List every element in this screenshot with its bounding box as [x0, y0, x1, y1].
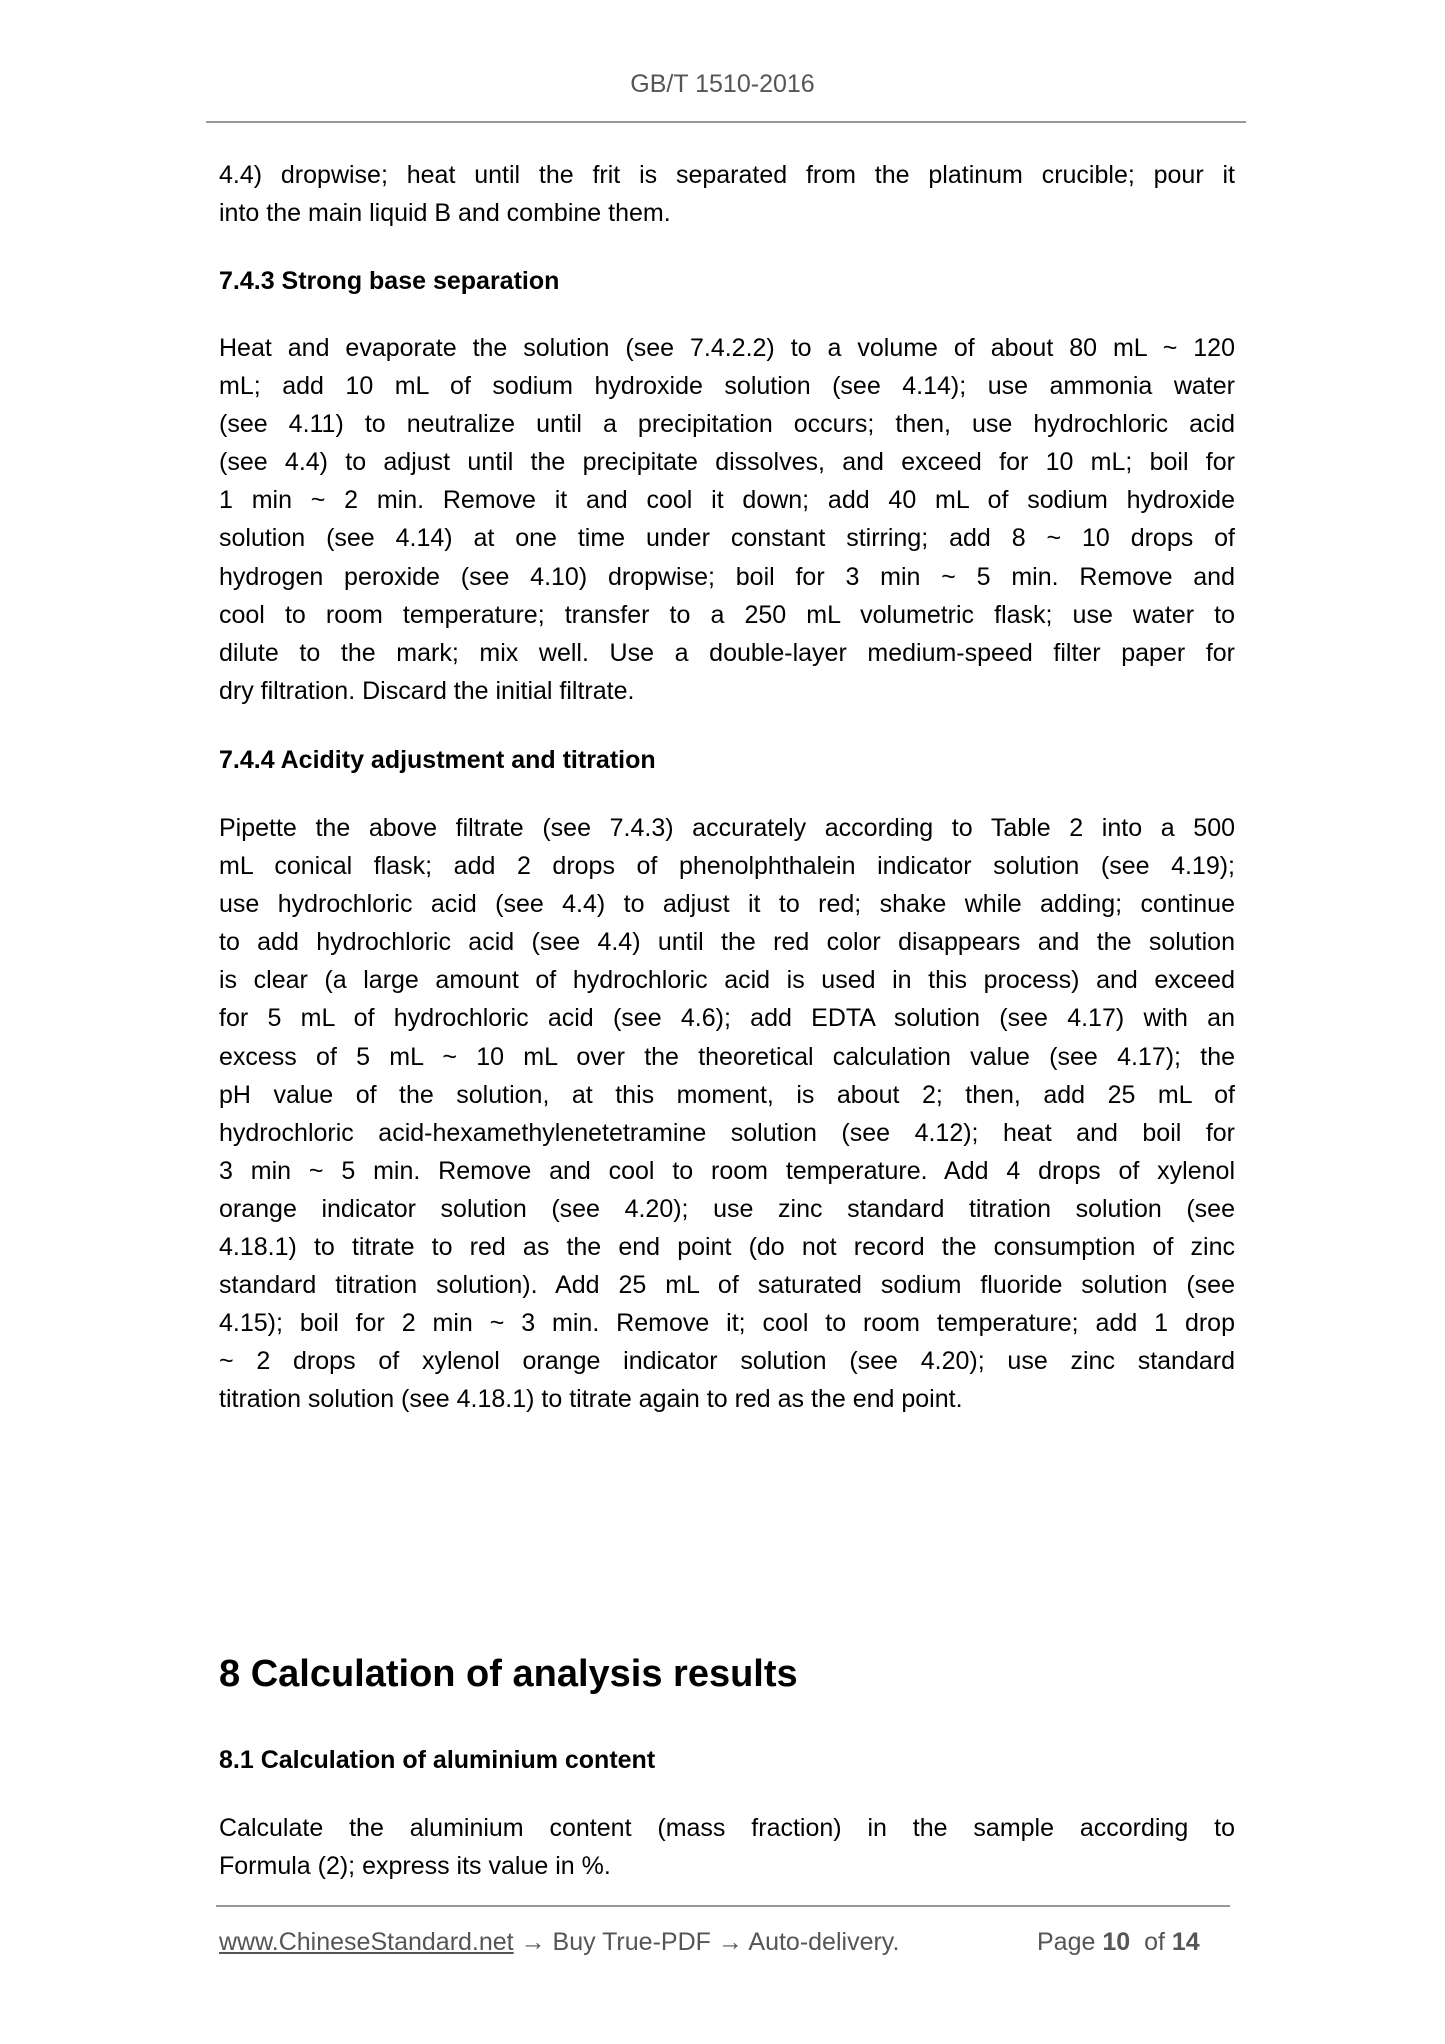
text-line: is clear (a large amount of hydrochloric acid is used in this process) and exceed — [219, 966, 1235, 995]
section-heading-7-4-4: 7.4.4 Acidity adjustment and titration — [219, 746, 656, 774]
page-indicator — [1037, 1927, 1200, 1957]
text-line: 3 min ~ 5 min. Remove and cool to room temperature. Add 4 drops of xylenol — [219, 1156, 1235, 1185]
text-line: mL conical flask; add 2 drops of phenolphthalein indicator solution (see 4.19); — [219, 852, 1235, 881]
text-line: (see 4.4) to adjust until the precipitate dissolves, and exceed for 10 mL; boil for — [219, 448, 1235, 477]
header-divider — [206, 121, 1246, 123]
text-line: pH value of the solution, at this moment, is about 2; then, add 25 mL of — [219, 1080, 1235, 1109]
text-line: 4.4) dropwise; heat until the frit is separated from the platinum crucible; pour it — [219, 161, 1235, 189]
text-line: hydrochloric acid-hexamethylenetetramine solution (see 4.12); heat and boil for — [219, 1118, 1235, 1147]
text-line: excess of 5 mL ~ 10 mL over the theoretical calculation value (see 4.17); the — [219, 1042, 1235, 1071]
footer-promo — [219, 1927, 899, 1957]
text-line: Formula (2); express its value in %. — [219, 1852, 611, 1881]
text-line: mL; add 10 mL of sodium hydroxide solution (see 4.14); use ammonia water — [219, 372, 1235, 401]
text-line: 1 min ~ 2 min. Remove it and cool it down; add 40 mL of sodium hydroxide — [219, 486, 1235, 515]
text-line: titration solution (see 4.18.1) to titrate again to red as the end point. — [219, 1385, 963, 1414]
of-label: of — [1144, 1928, 1165, 1956]
section-heading-8: 8 Calculation of analysis results — [219, 1653, 798, 1695]
text-line: cool to room temperature; transfer to a 250 mL volumetric flask; use water to — [219, 600, 1235, 629]
text-line: use hydrochloric acid (see 4.4) to adjust it to red; shake while adding; continue — [219, 890, 1235, 919]
text-line: 4.15); boil for 2 min ~ 3 min. Remove it; cool to room temperature; add 1 drop — [219, 1309, 1235, 1338]
text-line: Heat and evaporate the solution (see 7.4.2.2) to a volume of about 80 mL ~ 120 — [219, 334, 1235, 362]
paragraph-8-1 — [219, 1809, 1235, 1885]
text-line: Pipette the above filtrate (see 7.4.3) accurately according to Table 2 into a 500 — [219, 814, 1235, 842]
text-line: hydrogen peroxide (see 4.10) dropwise; boil for 3 min ~ 5 min. Remove and — [219, 562, 1235, 591]
text-line: dilute to the mark; mix well. Use a double-layer medium-speed filter paper for — [219, 638, 1235, 667]
footer-promo-text: → Buy True-PDF → Auto-delivery. — [513, 1928, 900, 1956]
text-line: 4.18.1) to titrate to red as the end point (do not record the consumption of zinc — [219, 1233, 1235, 1262]
text-line: dry filtration. Discard the initial filtrate. — [219, 676, 635, 705]
paragraph-7-4-4 — [219, 809, 1235, 1419]
document-header-title: GB/T 1510-2016 — [630, 70, 815, 98]
footer-divider — [216, 1905, 1230, 1907]
section-heading-8-1: 8.1 Calculation of aluminium content — [219, 1746, 656, 1774]
section-heading-7-4-3: 7.4.3 Strong base separation — [219, 267, 560, 295]
text-line: solution (see 4.14) at one time under constant stirring; add 8 ~ 10 drops of — [219, 524, 1235, 553]
website-link[interactable]: www.ChineseStandard.net — [219, 1928, 514, 1956]
text-line: into the main liquid B and combine them. — [219, 199, 671, 228]
text-line: orange indicator solution (see 4.20); use zinc standard titration solution (see — [219, 1194, 1235, 1223]
text-line: Calculate the aluminium content (mass fraction) in the sample according to — [219, 1814, 1235, 1842]
paragraph-continued — [219, 156, 1235, 232]
text-line: standard titration solution). Add 25 mL of saturated sodium fluoride solution (see — [219, 1271, 1235, 1300]
page-label: Page — [1037, 1928, 1096, 1956]
text-line: (see 4.11) to neutralize until a precipitation occurs; then, use hydrochloric acid — [219, 410, 1235, 439]
paragraph-7-4-3 — [219, 329, 1235, 710]
text-line: to add hydrochloric acid (see 4.4) until the red color disappears and the solution — [219, 928, 1235, 957]
text-line: ~ 2 drops of xylenol orange indicator solution (see 4.20); use zinc standard — [219, 1347, 1235, 1376]
page-current: 10 — [1102, 1928, 1131, 1956]
page-total: 14 — [1171, 1928, 1200, 1956]
text-line: for 5 mL of hydrochloric acid (see 4.6); add EDTA solution (see 4.17) with an — [219, 1004, 1235, 1033]
